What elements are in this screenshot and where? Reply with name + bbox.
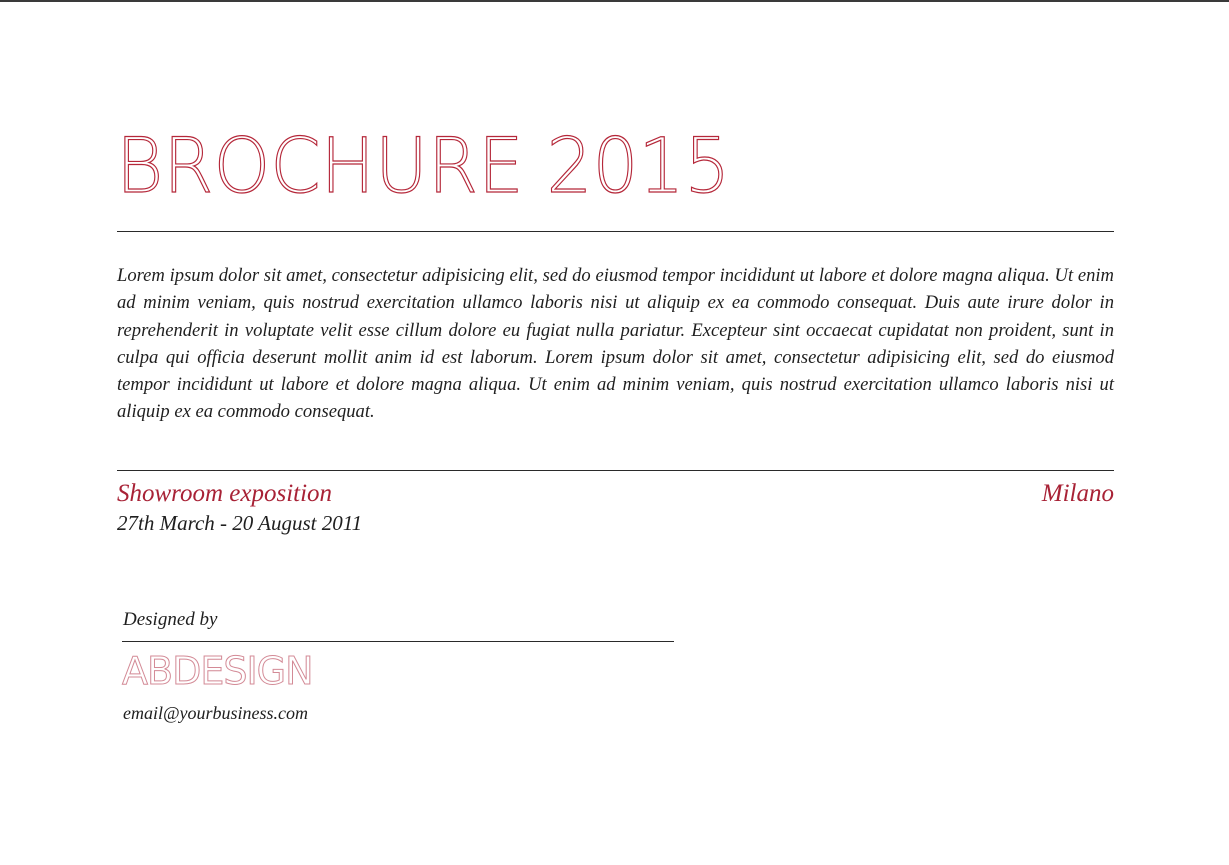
- exposition-divider: [117, 470, 1114, 471]
- designed-by-label: Designed by: [123, 609, 218, 630]
- title-divider: [117, 231, 1114, 232]
- brochure-title: BROCHURE 2015: [116, 121, 731, 210]
- intro-paragraph: Lorem ipsum dolor sit amet, consectetur adipisicing elit, sed do eiusmod tempor incididunt ut labore et dolore magna aliqua. Ut enim ad minim veniam, quis nostrud exercitation ullamco laboris nisi ut aliquip ex ea commodo consequat. Duis aute irure dolor in reprehenderit in voluptate velit esse cillum dolore eu fugiat nulla pariatur. Excepteur sint occaecat cupidatat non proident, sunt in culpa qui officia deserunt mollit anim id est laborum. Lorem ipsum dolor sit amet, consectetur adipisicing elit, sed do eiusmod tempor incididunt ut labore et dolore magna aliqua. Ut enim ad minim veniam, quis nostrud exercitation ullamco laboris nisi ut aliquip ex ea commodo consequat.: [117, 265, 1114, 423]
- designer-email: email@yourbusiness.com: [123, 703, 309, 723]
- exposition-title: Showroom exposition: [117, 480, 333, 507]
- credits-divider: [122, 641, 674, 642]
- designer-brand-logo: ABDESIGN: [122, 649, 313, 693]
- exposition-dates: 27th March - 20 August 2011: [117, 511, 363, 535]
- top-border: [0, 0, 1229, 2]
- exposition-city: Milano: [1041, 480, 1114, 507]
